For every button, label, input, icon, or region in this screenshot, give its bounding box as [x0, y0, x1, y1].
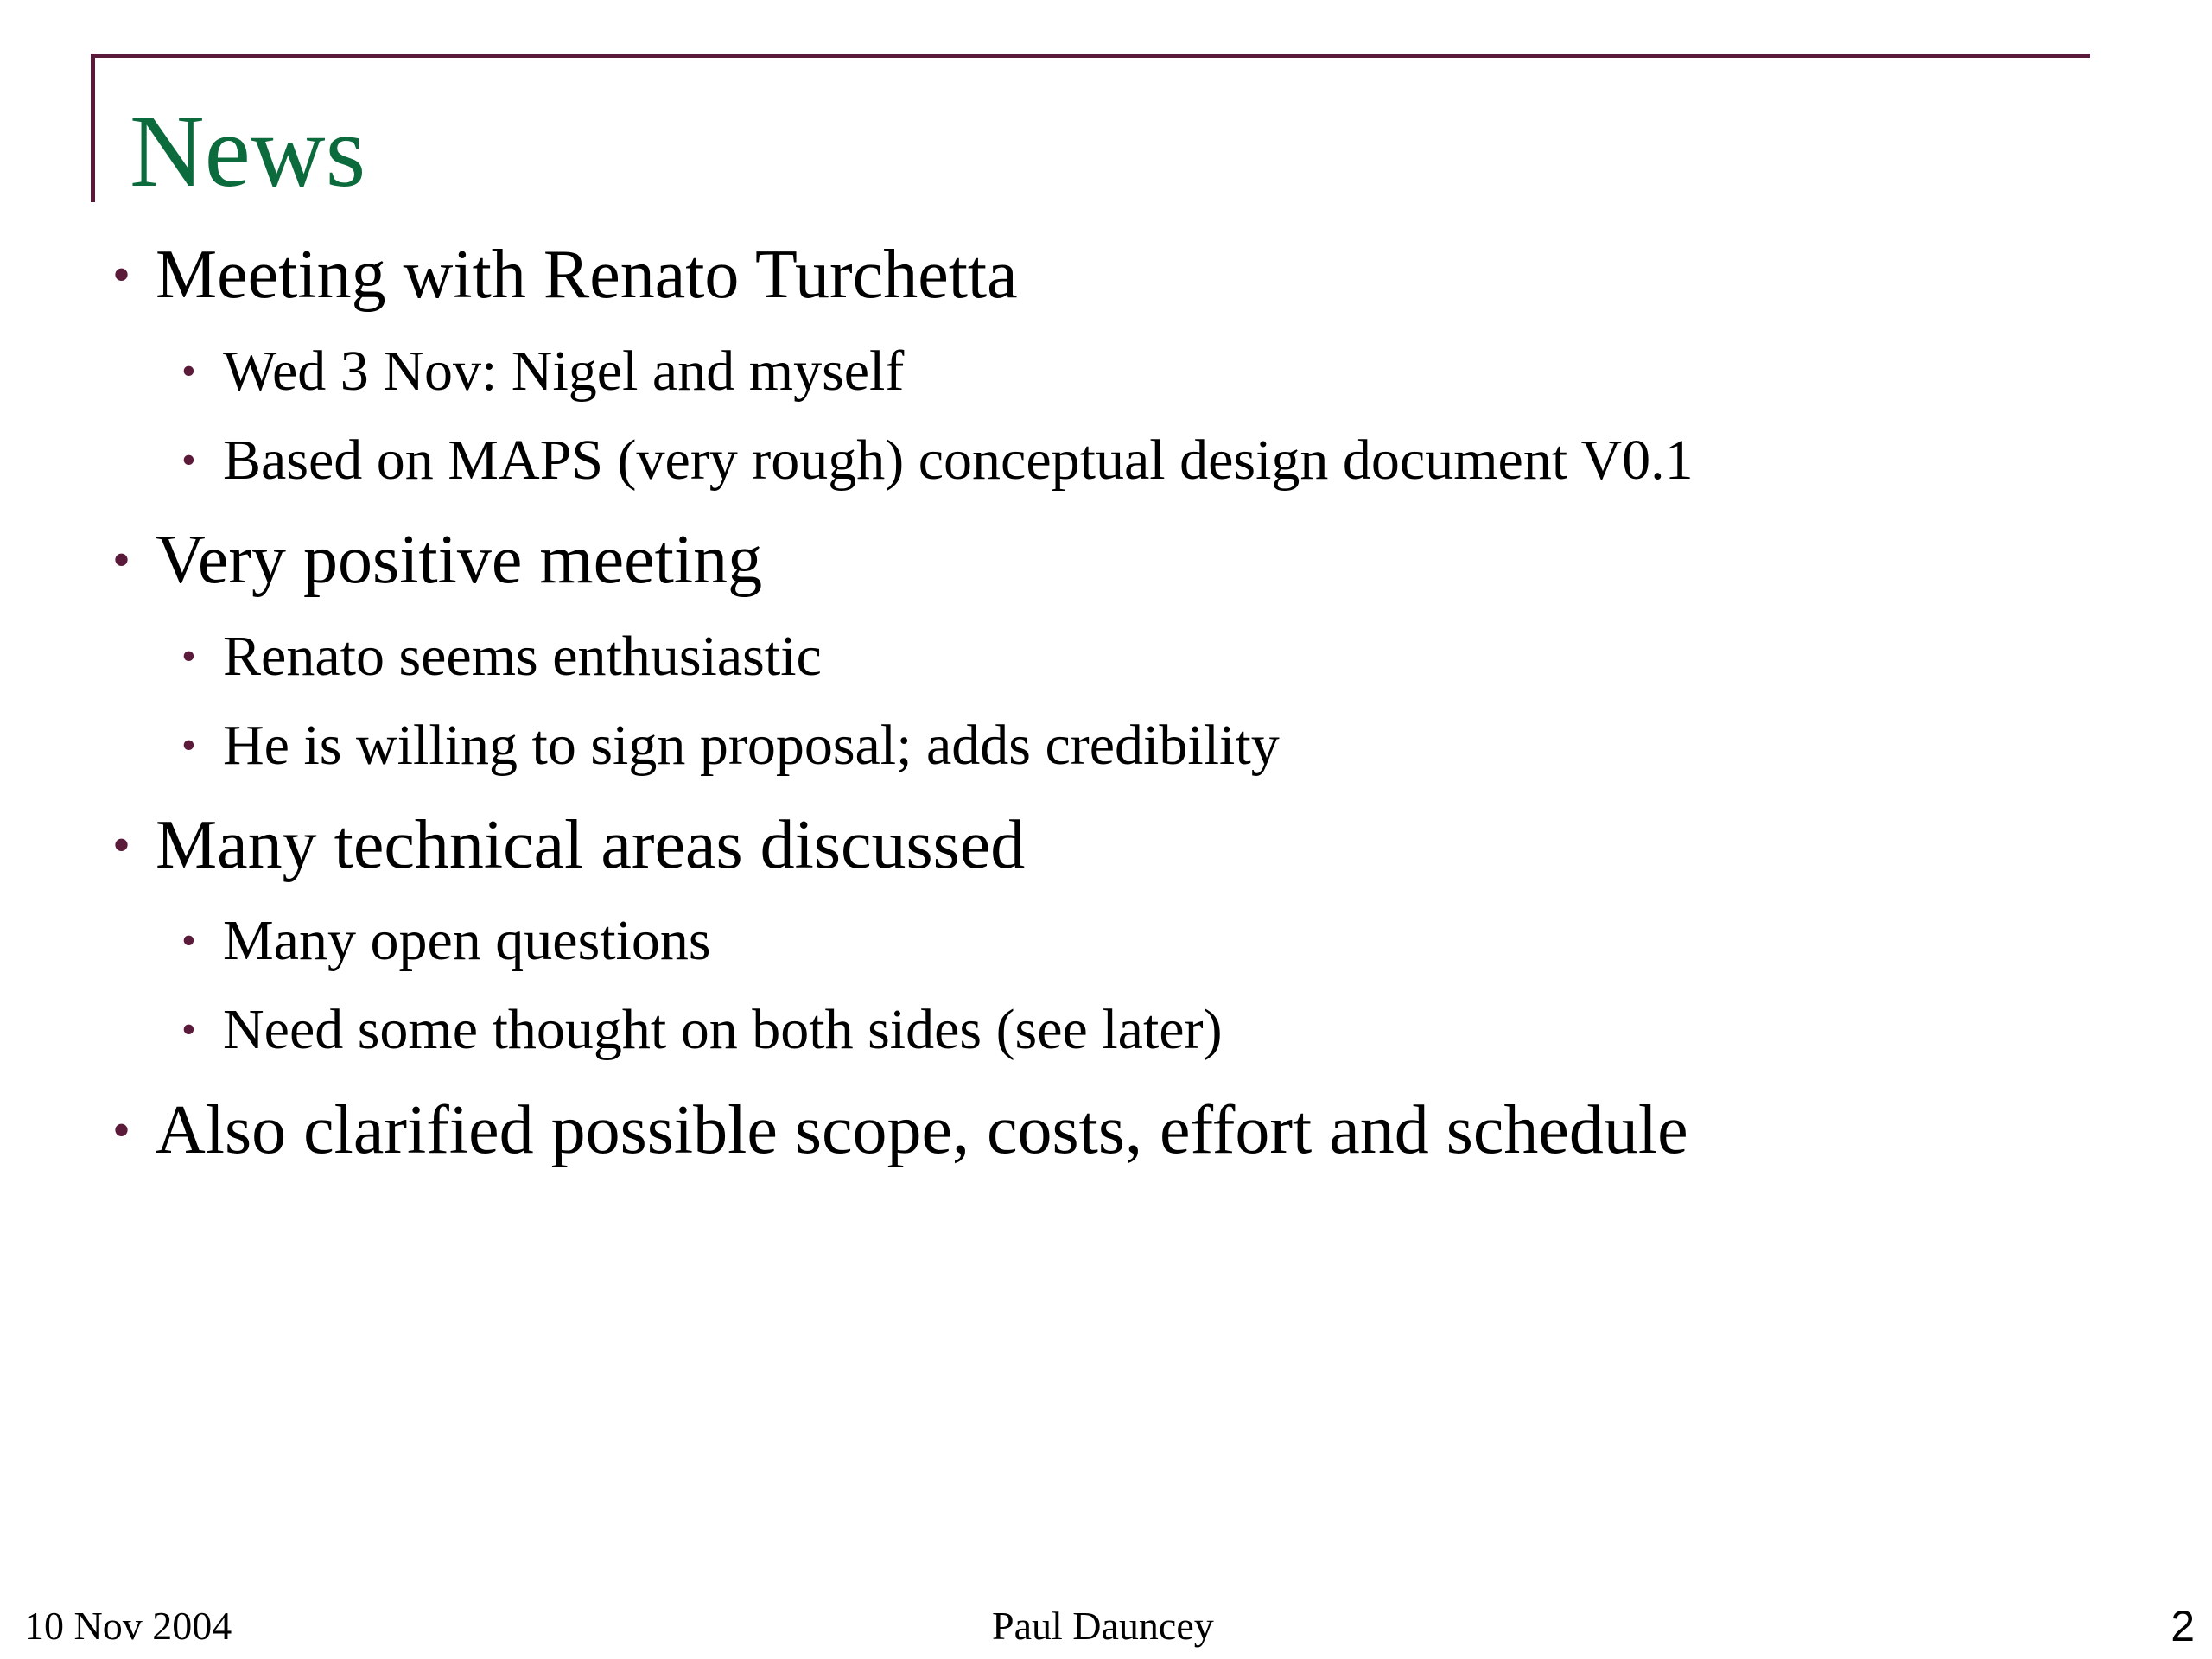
- bullet-icon: •: [112, 817, 131, 874]
- sub-bullet-text: Based on MAPS (very rough) conceptual design document V0.1: [223, 429, 1694, 492]
- sub-bullet-1-2: [181, 423, 1694, 498]
- bullet-icon: •: [181, 1007, 196, 1052]
- bullet-2: [112, 517, 762, 603]
- bullet-text: Very positive meeting: [156, 522, 763, 598]
- slide-title: News: [130, 93, 366, 208]
- sub-bullet-text: Many open questions: [223, 909, 711, 972]
- bullet-text: Meeting with Renato Turchetta: [156, 237, 1018, 313]
- sub-bullet-text: Need some thought on both sides (see later): [223, 998, 1223, 1061]
- footer-author: Paul Dauncey: [992, 1604, 1214, 1648]
- sub-bullet-2-2: [181, 709, 1280, 783]
- footer-date: 10 Nov 2004: [24, 1604, 232, 1648]
- bullet-icon: •: [181, 437, 196, 483]
- bullet-icon: •: [112, 1102, 131, 1159]
- bullet-icon: •: [181, 722, 196, 768]
- sub-bullet-text: Renato seems enthusiastic: [223, 625, 822, 688]
- bullet-icon: •: [112, 531, 131, 588]
- bullet-icon: •: [181, 348, 196, 394]
- page-number: 2: [2171, 1602, 2195, 1650]
- bullet-icon: •: [181, 633, 196, 679]
- bullet-icon: •: [181, 918, 196, 963]
- bullet-3: [112, 802, 1025, 888]
- sub-bullet-3-2: [181, 993, 1223, 1067]
- bullet-text: Also clarified possible scope, costs, effort and schedule: [156, 1092, 1688, 1168]
- bullet-text: Many technical areas discussed: [156, 807, 1026, 883]
- bullet-4: [112, 1087, 1688, 1173]
- bullet-icon: •: [112, 246, 131, 303]
- sub-bullet-text: He is willing to sign proposal; adds credibility: [223, 714, 1280, 777]
- sub-bullet-1-1: [181, 334, 904, 409]
- sub-bullet-text: Wed 3 Nov: Nigel and myself: [223, 340, 905, 403]
- bullet-1: [112, 232, 1018, 318]
- sub-bullet-3-1: [181, 904, 711, 978]
- sub-bullet-2-1: [181, 620, 822, 694]
